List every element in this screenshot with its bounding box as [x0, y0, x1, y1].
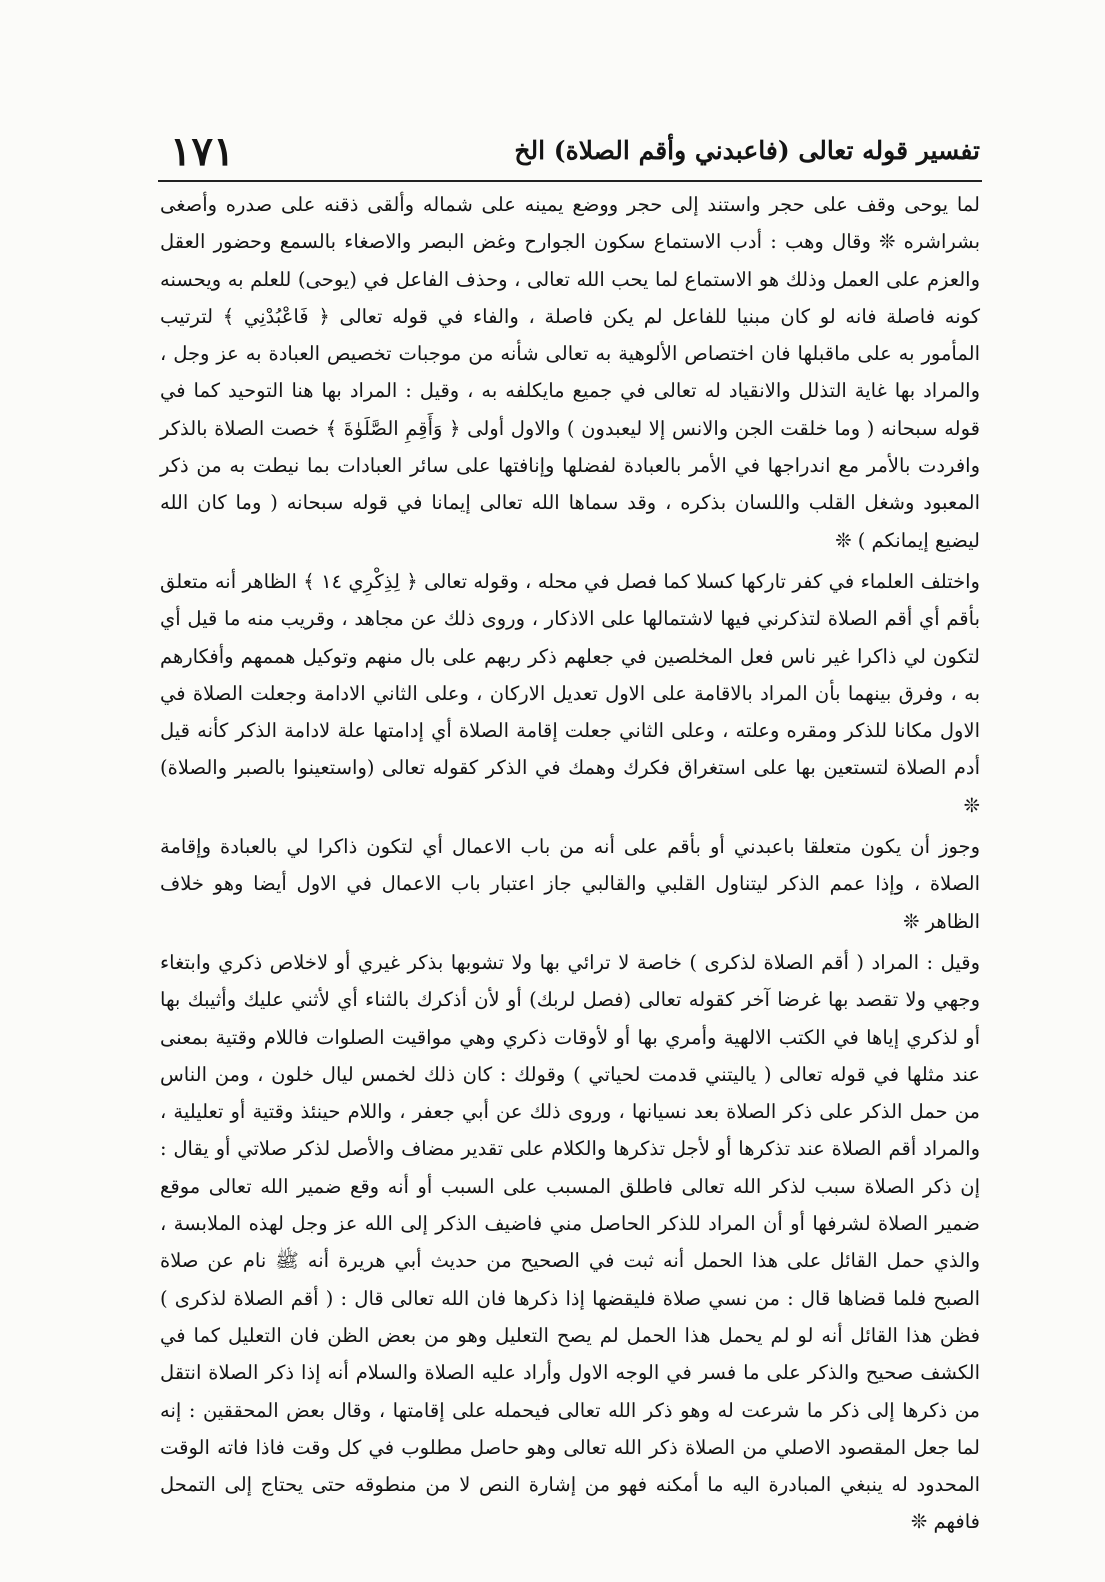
page-number: ١٧١ [170, 128, 235, 175]
body-text [160, 186, 980, 1541]
running-title: تفسير قوله تعالى (فاعبدني وأقم الصلاة) الخ [514, 136, 980, 165]
header-rule [158, 180, 982, 182]
paragraph: وقيل : المراد ( أقم الصلاة لذكرى ) خاصة لا ترائي بها ولا تشوبها بذكر غيري أو لاخلاص ذكري وابتغاء وجهي ولا تقصد بها غرضا آخر كقوله تعالى (فصل لربك) أو لأن أذكرك بالثناء أي لأثني عليك وأثيبك بها أو لذكري إياها في الكتب الالهية وأمري بها أو لأوقات ذكري وهي مواقيت الصلوات فاللام وقتية بمعنى عند مثلها في قوله تعالى ( ياليتني قدمت لحياتي ) وقولك : كان ذلك لخمس ليال خلون ، ومن الناس من حمل الذكر على ذكر الصلاة بعد نسيانها ، وروى ذلك عن أبي جعفر ، واللام حينئذ وقتية أو تعليلية ، والمراد أقم الصلاة عند تذكرها أو لأجل تذكرها والكلام على تقدير مضاف والأصل لذكر صلاتي أو يقال : إن ذكر الصلاة سبب لذكر الله تعالى فاطلق المسبب على السبب أو أنه وقع ضمير الله تعالى موقع ضمير الصلاة لشرفها أو أن المراد للذكر الحاصل مني فاضيف الذكر إلى الله عز وجل لهذه الملابسة ، والذي حمل القائل على هذا الحمل أنه ثبت في الصحيح من حديث أبي هريرة أنه ﷺ نام عن صلاة الصبح فلما قضاها قال : من نسي صلاة فليقضها إذا ذكرها فان الله تعالى قال : ( أقم الصلاة لذكرى ) فظن هذا القائل أنه لو لم يحمل هذا الحمل لم يصح التعليل وهو من بعض الظن فان التعليل كما في الكشف صحيح والذكر على ما فسر في الوجه الاول وأراد عليه الصلاة والسلام أنه إذا ذكر الصلاة انتقل من ذكرها إلى ذكر ما شرعت له وهو ذكر الله تعالى فيحمله على إقامتها ، وقال بعض المحققين : إنه لما جعل المقصود الاصلي من الصلاة ذكر الله تعالى وهو حاصل مطلوب في كل وقت فاذا فاته الوقت المحدود له ينبغي المبادرة اليه ما أمكنه فهو من إشارة النص لا من منطوقه حتى يحتاج إلى التمحل فافهم ❊ [160, 950, 980, 1534]
paragraph: لما يوحى وقف على حجر واستند إلى حجر ووضع يمينه على شماله وألقى ذقنه على صدره وأصغى بشراشره ❊ وقال وهب : أدب الاستماع سكون الجوارح وغض البصر والاصغاء بالسمع وحضور العقل والعزم على العمل وذلك هو الاستماع لما يحب الله تعالى ، وحذف الفاعل في (يوحى) للعلم به ويحسنه كونه فاصلة فانه لو كان مبنيا للفاعل لم يكن فاصلة ، والفاء في قوله تعالى ﴿ فَاعْبُدْنِي ﴾ لترتيب المأمور به على ماقبلها فان اختصاص الألوهية به تعالى شأنه من موجبات تخصيص العبادة به عز وجل ، والمراد بها غاية التذلل والانقياد له تعالى في جميع مايكلفه به ، وقيل : المراد بها هنا التوحيد كما في قوله سبحانه ( وما خلقت الجن والانس إلا ليعبدون ) والاول أولى ﴿ وَأَقِمِ الصَّلَوٰةَ ﴾ خصت الصلاة بالذكر وافردت بالأمر مع اندراجها في الأمر بالعبادة لفضلها وإنافتها على سائر العبادات بما نيطت به من ذكر المعبود وشغل القلب واللسان بذكره ، وقد سماها الله تعالى إيمانا في قوله سبحانه ( وما كان الله ليضيع إيمانكم ) ❊ [160, 193, 980, 552]
page-header [160, 126, 980, 182]
paragraph: وجوز أن يكون متعلقا باعبدني أو بأقم على أنه من باب الاعمال أي لتكون ذاكرا لي بالعبادة وإقامة الصلاة ، وإذا عمم الذكر ليتناول القلبي والقالبي جاز اعتبار باب الاعمال في الاول أيضا وهو خلاف الظاهر ❊ [160, 835, 980, 933]
paragraph: واختلف العلماء في كفر تاركها كسلا كما فصل في محله ، وقوله تعالى ﴿ لِذِكْرِي ١٤ ﴾ الظاهر أنه متعلق بأقم أي أقم الصلاة لتذكرني فيها لاشتمالها على الاذكار ، وروى ذلك عن مجاهد ، وقريب منه ما قيل أي لتكون لي ذاكرا غير ناس فعل المخلصين في جعلهم ذكر ربهم على بال منهم وتوكيل هممهم وأفكارهم به ، وفرق بينهما بأن المراد بالاقامة على الاول تعديل الاركان ، وعلى الثاني الادامة وجعلت الصلاة في الاول مكانا للذكر ومقره وعلته ، وعلى الثاني جعلت إقامة الصلاة أي إدامتها علة لادامة الذكر كأنه قيل أدم الصلاة لتستعين بها على استغراق فكرك وهمك في الذكر كقوله تعالى (واستعينوا بالصبر والصلاة) ❊ [160, 569, 980, 817]
